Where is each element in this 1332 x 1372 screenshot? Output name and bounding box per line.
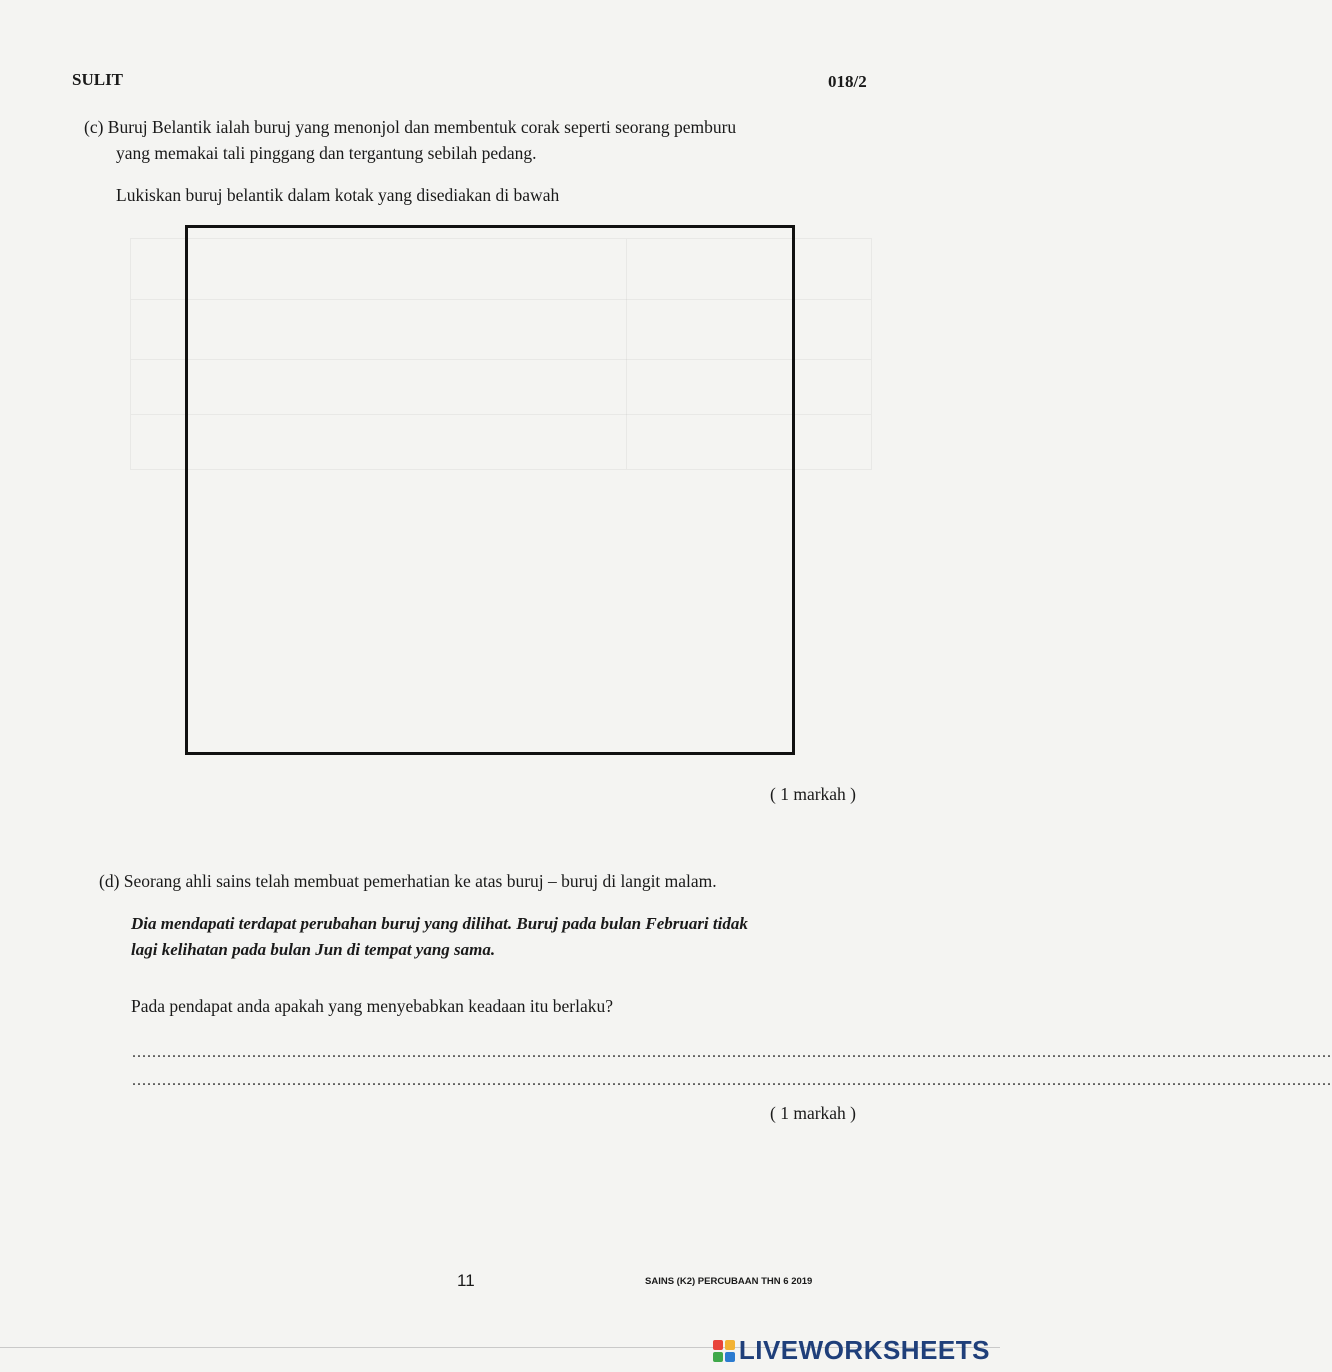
part-d-question: Pada pendapat anda apakah yang menyebabkan keadaan itu berlaku?	[131, 996, 614, 1016]
part-d-emphasis-line1: Dia mendapati terdapat perubahan buruj yang dilihat. Buruj pada bulan Februari tidak	[131, 914, 748, 933]
exam-title: SAINS (K2) PERCUBAAN THN 6 2019	[645, 1276, 813, 1287]
page-number: 11	[457, 1271, 475, 1290]
answer-line-1[interactable]	[132, 1044, 1332, 1064]
part-d-marks: ( 1 markah )	[770, 1103, 857, 1123]
answer-line-2-dots: ................................................................................................................................................................................................................................................	[132, 1072, 1332, 1089]
part-c-instruction: Lukiskan buruj belantik dalam kotak yang disediakan di bawah	[116, 185, 560, 205]
answer-line-2[interactable]	[132, 1072, 1332, 1092]
part-c-marks: ( 1 markah )	[770, 784, 857, 804]
liveworksheets-logo[interactable]	[713, 1335, 990, 1366]
part-d-intro: (d) Seorang ahli sains telah membuat pemerhatian ke atas buruj – buruj di langit malam.	[99, 871, 717, 891]
header-code: 018/2	[828, 72, 867, 91]
liveworksheets-logo-text: LIVEWORKSHEETS	[738, 1335, 990, 1365]
header-left-label: SULIT	[72, 70, 124, 89]
drawing-box[interactable]	[185, 225, 795, 755]
part-c-question-line1: (c) Buruj Belantik ialah buruj yang menonjol dan membentuk corak seperti seorang pemburu	[84, 117, 737, 137]
part-d-emphasis-line2: lagi kelihatan pada bulan Jun di tempat yang sama.	[131, 940, 496, 959]
liveworksheets-logo-icon	[713, 1340, 735, 1362]
answer-line-1-dots: ................................................................................................................................................................................................................................................	[132, 1044, 1332, 1061]
part-c-question-line2: yang memakai tali pinggang dan tergantung sebilah pedang.	[116, 143, 537, 163]
